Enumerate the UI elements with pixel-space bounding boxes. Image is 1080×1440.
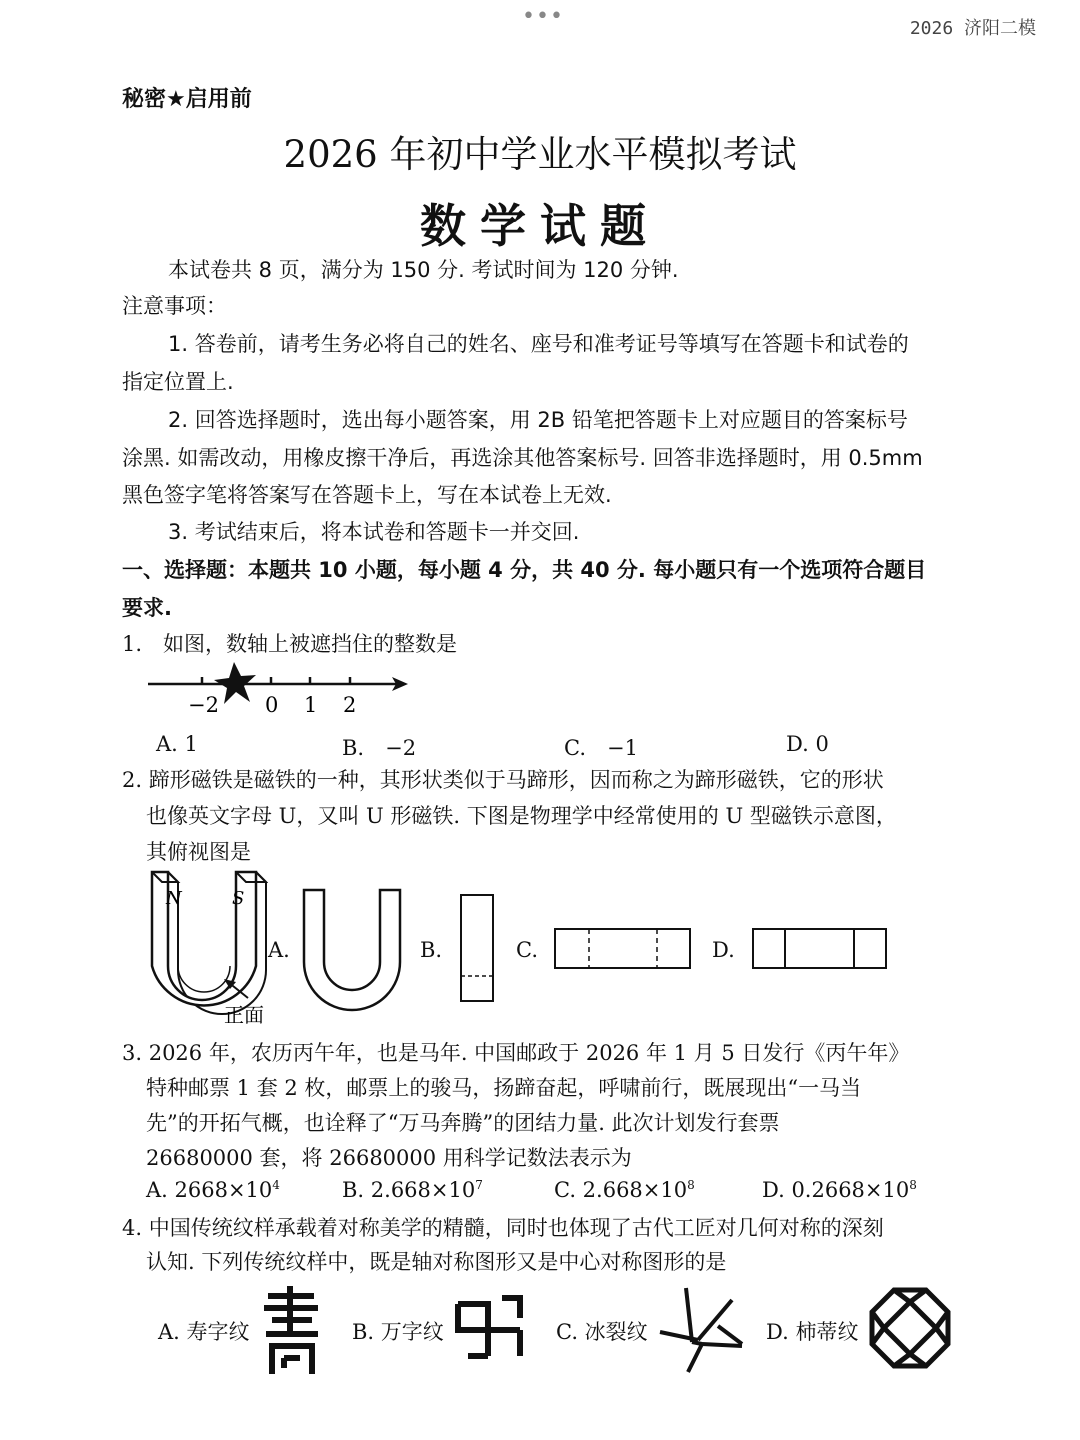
option-b[interactable]: B. −2	[342, 736, 417, 760]
option-a[interactable]: A.	[268, 938, 290, 962]
exponent: 8	[687, 1178, 695, 1192]
option-a[interactable]: A. 寿字纹	[158, 1320, 250, 1344]
option-text: D. 0.2668×10	[762, 1178, 910, 1202]
option-b[interactable]: B.	[420, 938, 443, 962]
view-b-rectangle	[458, 892, 498, 1004]
corner-label: 2026 济阳二模	[909, 18, 1036, 39]
note-line: 黑色签字笔将答案写在答题卡上，写在本试卷上无效.	[122, 483, 612, 507]
option-text: B. 2.668×10	[342, 1178, 476, 1202]
option-d[interactable]: D. 柿蒂纹	[766, 1320, 859, 1344]
intro-line: 本试卷共 8 页，满分为 150 分. 考试时间为 120 分钟.	[168, 258, 679, 282]
question-2-line: 其俯视图是	[146, 840, 251, 864]
tick-label: 2	[343, 693, 357, 717]
exam-title: 2026 年初中学业水平模拟考试	[283, 133, 797, 176]
option-a[interactable]	[146, 1178, 280, 1202]
note-line: 涂黑. 如需改动，用橡皮擦干净后，再选涂其他答案标号. 回答非选择题时，用 0.5mm	[122, 446, 923, 470]
note-line: 3. 考试结束后，将本试卷和答题卡一并交回.	[168, 520, 580, 544]
exponent: 7	[475, 1178, 483, 1192]
option-d[interactable]: D. 0	[786, 732, 829, 756]
option-c[interactable]: C. −1	[564, 736, 638, 760]
view-d-rectangle	[750, 926, 890, 972]
option-b[interactable]	[342, 1178, 483, 1202]
question-2-line: 也像英文字母 U，又叫 U 形磁铁. 下图是物理学中经常使用的 U 型磁铁示意图，	[146, 804, 897, 828]
option-c[interactable]: C. 冰裂纹	[556, 1320, 648, 1344]
ice-crack-pattern-icon	[658, 1284, 748, 1374]
section-heading: 一、选择题：本题共 10 小题，每小题 4 分，共 40 分. 每小题只有一个选项符合题目	[122, 558, 927, 582]
pole-s-label: S	[232, 888, 245, 909]
option-c[interactable]	[554, 1178, 695, 1202]
shidi-pattern-icon	[868, 1286, 952, 1370]
note-line: 2. 回答选择题时，选出每小题答案，用 2B 铅笔把答题卡上对应题目的答案标号	[168, 408, 908, 432]
tick-label: −2	[188, 693, 219, 717]
option-text: A. 2668×10	[146, 1178, 273, 1202]
question-4-line: 认知. 下列传统纹样中，既是轴对称图形又是中心对称图形的是	[146, 1250, 727, 1274]
tick-label: 1	[304, 693, 318, 717]
window-dots[interactable]: •••	[522, 4, 564, 29]
question-2-line: 2. 蹄形磁铁是磁铁的一种，其形状类似于马蹄形，因而称之为蹄形磁铁，它的形状	[122, 768, 884, 792]
question-3-line: 26680000 套，将 26680000 用科学记数法表示为	[146, 1146, 632, 1170]
question-1-stem: 1. 如图，数轴上被遮挡住的整数是	[122, 632, 458, 656]
view-a-u-shape	[300, 886, 404, 1014]
question-3-line: 3. 2026 年，农历丙午年，也是马年. 中国邮政于 2026 年 1 月 5 日发行《丙午年》	[122, 1041, 910, 1065]
notes-heading: 注意事项：	[122, 294, 227, 318]
shou-pattern-icon	[262, 1284, 322, 1376]
subject-title: 数学试题	[420, 199, 660, 253]
option-a[interactable]: A. 1	[156, 732, 198, 756]
question-3-line: 特种邮票 1 套 2 枚，邮票上的骏马，扬蹄奋起，呼啸前行，既展现出“一马当	[146, 1076, 862, 1100]
number-line	[140, 660, 420, 720]
option-b[interactable]: B. 万字纹	[352, 1320, 444, 1344]
option-d[interactable]: D.	[712, 938, 735, 962]
front-label: 正面	[224, 1003, 264, 1027]
question-4-line: 4. 中国传统纹样承载着对称美学的精髓，同时也体现了古代工匠对几何对称的深刻	[122, 1216, 884, 1240]
option-c[interactable]: C.	[516, 938, 538, 962]
u-magnet-figure	[148, 868, 268, 1030]
secret-label: 秘密★启用前	[122, 87, 252, 112]
option-text: C. 2.668×10	[554, 1178, 688, 1202]
exponent: 4	[272, 1178, 280, 1192]
option-d[interactable]	[762, 1178, 917, 1202]
exponent: 8	[909, 1178, 917, 1192]
pole-n-label: N	[166, 888, 182, 909]
tick-label: 0	[265, 693, 279, 717]
wan-pattern-icon	[454, 1294, 526, 1362]
question-3-line: 先”的开拓气概，也诠释了“万马奔腾”的团结力量. 此次计划发行套票	[146, 1111, 780, 1135]
section-heading: 要求.	[122, 596, 172, 620]
note-line: 指定位置上.	[122, 370, 234, 394]
view-c-rectangle	[552, 926, 694, 972]
note-line: 1. 答卷前，请考生务必将自己的姓名、座号和准考证号等填写在答题卡和试卷的	[168, 332, 909, 356]
